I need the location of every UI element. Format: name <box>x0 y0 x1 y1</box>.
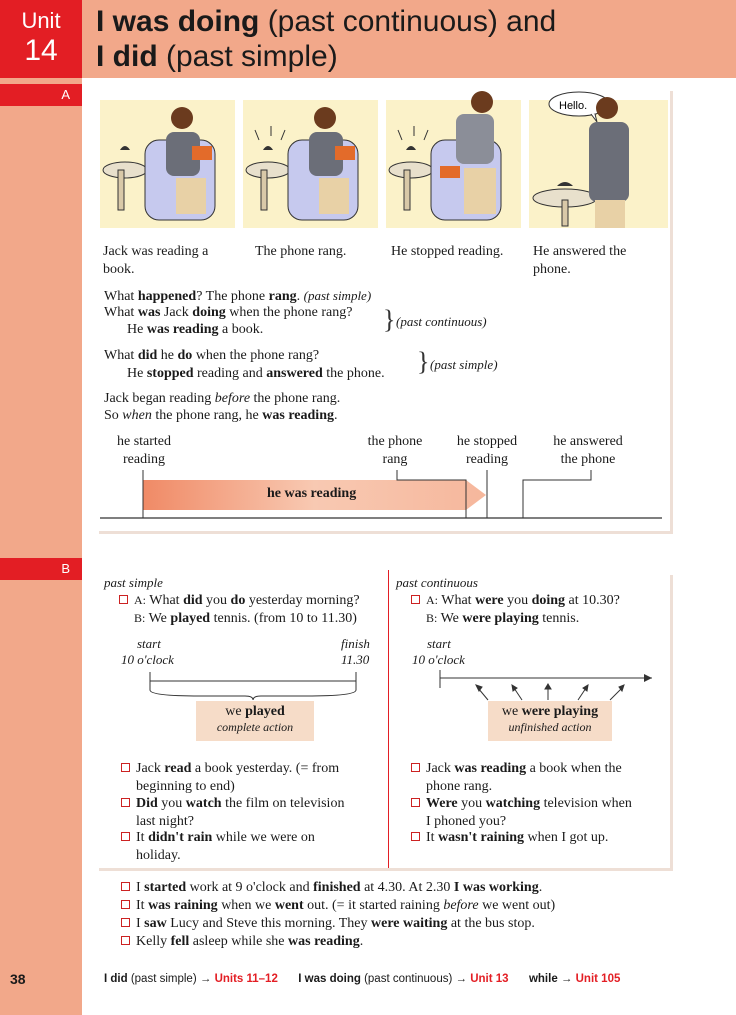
speech-bubble-text: Hello. <box>559 100 588 112</box>
column-divider <box>388 570 389 868</box>
question-did-do: What did he do when the phone rang? <box>104 348 320 363</box>
margin-strip <box>0 0 82 1015</box>
page-title: I was doing (past continuous) and I did (past simple) <box>96 5 557 73</box>
answer-stopped: He stopped reading and answered the phone. <box>127 366 385 381</box>
timeline-bar-label: he was reading <box>267 486 357 501</box>
answered-phone-illustration <box>529 92 668 228</box>
caption-1: Jack was reading a book. <box>103 244 209 277</box>
timeline-label-answered: he answered the phone <box>553 434 623 467</box>
unit-number: 14 <box>24 34 58 67</box>
question-was-doing: What was Jack doing when the phone rang? <box>104 305 353 320</box>
timeline-label-phone-rang: the phone rang <box>367 434 423 467</box>
example-was-reading: Jack was reading a book when the phone rang. <box>411 760 667 796</box>
illustration-strip <box>100 90 668 238</box>
dialogue-a-did-do: A: What did you do yesterday morning? <box>119 591 360 610</box>
label-finish: finish <box>341 636 370 651</box>
dialogue-b-played: B: We played tennis. (from 10 to 11.30) <box>134 611 357 626</box>
unfinished-action-diagram <box>430 668 662 704</box>
caption-4: He answered the phone. <box>533 244 627 277</box>
sentence-began-before: Jack began reading before the phone rang. <box>104 391 341 406</box>
example-read-book: Jack read a book yesterday. (= from beginning to end) <box>121 760 383 796</box>
dialogue-b-were-playing: B: We were playing tennis. <box>426 611 580 626</box>
brace-simple: } <box>417 347 430 376</box>
note-past-simple: (past simple) <box>430 357 498 372</box>
jack-reading-illustration <box>100 100 235 228</box>
unit-word: Unit <box>21 8 61 33</box>
page-number: 38 <box>10 971 26 987</box>
question-happened: What happened? The phone rang. (past simple) <box>104 288 372 304</box>
section-b-tab: B <box>0 558 82 580</box>
unfinished-action-box: we were playing unfinished action <box>488 701 612 741</box>
cross-reference-bar <box>104 973 620 985</box>
brace-continuous: } <box>383 305 396 334</box>
label-start-right: start <box>427 636 451 651</box>
label-start-time: 10 o'clock <box>121 652 174 667</box>
label-start: start <box>137 636 161 651</box>
xref-past-continuous[interactable]: I was doing (past continuous) → Unit 13 <box>298 973 509 985</box>
xref-past-simple[interactable]: I did (past simple) → Units 11–12 <box>104 973 278 985</box>
sentence-when-was-reading: So when the phone rang, he was reading. <box>104 408 338 423</box>
answer-was-reading: He was reading a book. <box>127 322 264 337</box>
section-a-tab: A <box>0 84 82 106</box>
example-started-finished: I started work at 9 o'clock and finished at 4.30. At 2.30 I was working. <box>121 879 542 897</box>
example-wasnt-raining: It wasn't raining when I got up. <box>411 829 667 847</box>
dialogue-a-were-doing: A: What were you doing at 10.30? <box>411 591 620 610</box>
example-did-watch: Did you watch the film on television last night? <box>121 795 383 831</box>
note-past-continuous: (past continuous) <box>396 314 487 329</box>
label-start-time-right: 10 o'clock <box>412 652 465 667</box>
caption-3: He stopped reading. <box>391 244 504 259</box>
unit-badge <box>0 0 82 78</box>
heading-past-continuous: past continuous <box>396 575 478 590</box>
example-saw-waiting: I saw Lucy and Steve this morning. They were waiting at the bus stop. <box>121 915 535 933</box>
stopped-reading-illustration <box>386 91 521 228</box>
phone-rang-illustration <box>243 100 378 228</box>
complete-action-diagram <box>140 670 370 700</box>
complete-action-box: we played complete action <box>196 701 314 741</box>
timeline-diagram <box>100 464 666 524</box>
example-was-raining: It was raining when we went out. (= it started raining before we went out) <box>121 897 555 915</box>
xref-while[interactable]: while → Unit 105 <box>528 973 621 985</box>
label-finish-time: 11.30 <box>341 652 370 667</box>
example-didnt-rain: It didn't rain while we were on holiday. <box>121 829 383 865</box>
heading-past-simple: past simple <box>104 575 163 590</box>
caption-2: The phone rang. <box>255 244 347 259</box>
timeline-label-stopped: he stopped reading <box>456 434 518 467</box>
example-were-watching: Were you watching television when I phoned you? <box>411 795 667 831</box>
example-fell-asleep: Kelly fell asleep while she was reading. <box>121 933 363 951</box>
timeline-label-started: he started reading <box>116 434 172 467</box>
